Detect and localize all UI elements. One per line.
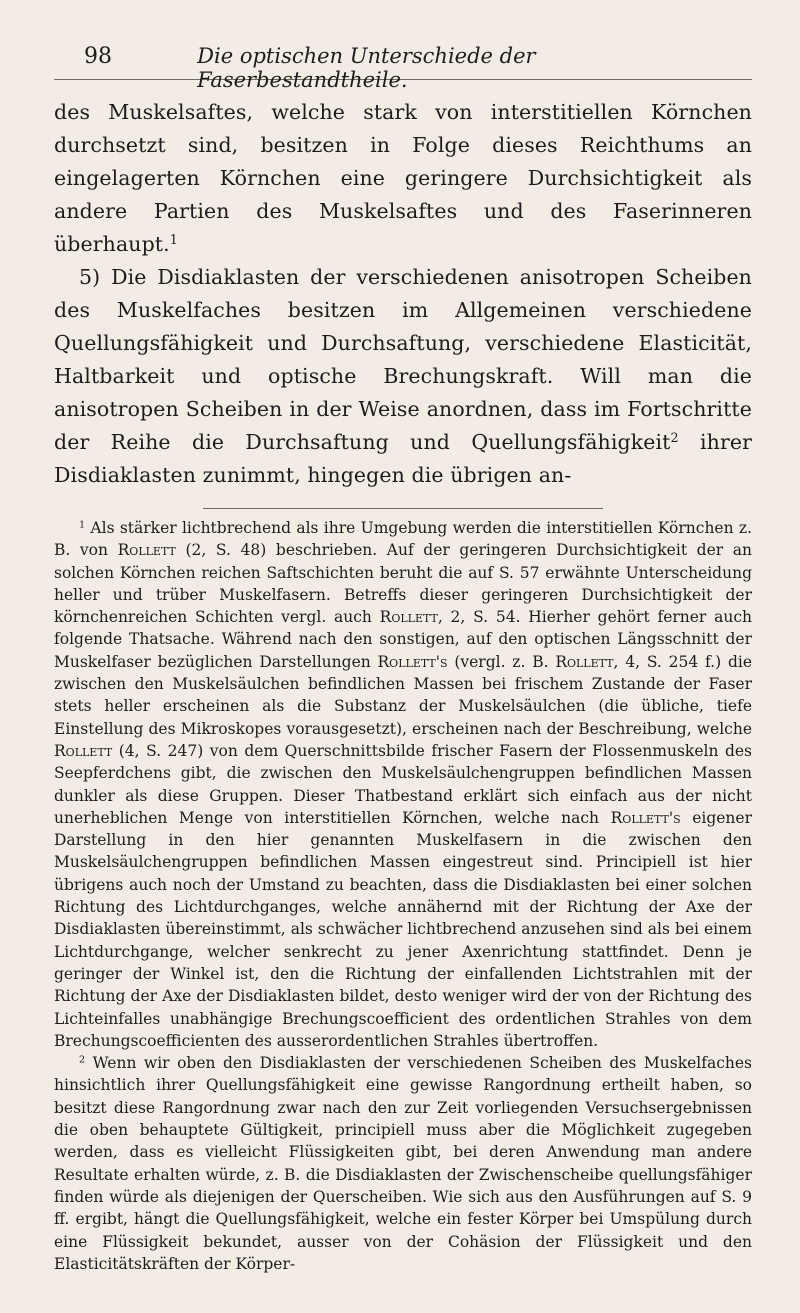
footnote-1-mark: 1: [79, 519, 86, 531]
footnote-1-text: Als stärker lichtbrechend als ihre Umgebung werden die interstitiellen Körnchen z. B. von: [54, 519, 752, 560]
author-name: Rollett: [117, 541, 176, 560]
footnote-1-text: , 2, S. 54. Hierher gehört ferner auch folgende Thatsache. Während nach den sonstigen, auf den optischen Längsschnitt der Muskelfaser bezüglichen Darstellungen: [54, 608, 752, 671]
paragraph-2-text-a: 5) Die Disdiaklasten der verschiedenen anisotropen Scheiben des Muskelfaches besitzen im Allgemeinen verschiedene Quellungsfähigkeit und Durchsaftung, verschiedene Elasticität, Haltbarkeit und optische Brechungskraft. Will man die anisotropen Scheiben in der Weise anordnen, dass im Fortschritte der Reihe die Durchsaftung und Quellungsfähigkeit: [54, 265, 752, 454]
author-name: Rollett's: [610, 808, 681, 827]
footnote-2-text: Wenn wir oben den Disdiaklasten der verschiedenen Scheiben des Muskelfaches hinsichtlich ihrer Quellungsfähigkeit eine gewisse Rangordnung ertheilt haben, so besitzt diese Rangordnung zwar nach den zur Zeit vorliegenden Versuchsergebnissen die oben behauptete Gültigkeit, principiell muss aber die Möglichkeit zugegeben werden, dass es vielleicht Flüssigkeiten gibt, bei deren Anwendung man andere Resultate erhalten würde, z. B. die Disdiaklasten der Zwischenscheibe quellungsfähiger finden würde als diejenigen der Querscheiben. Wie sich aus den Ausführungen auf S. 9 ff. ergibt, hängt die Quellungsfähigkeit, welche ein fester Körper bei Umspülung durch eine Flüssigkeit bekundet, ausser von der Cohäsion der Flüssigkeit und den Elasticitätskräften der Körper-: [54, 1054, 752, 1273]
footnote-2: [54, 1052, 752, 1275]
author-name: Rollett's: [377, 652, 448, 671]
footnote-1-text: (4, S. 247) von dem Querschnittsbilde frischer Fasern der Flossenmuskeln des Seepferdchens gibt, die zwischen den Muskelsäulchengruppen befindlichen Massen dunkler als diese Gruppen. Dieser Thatbestand erklärt sich einfach aus der nicht unerheblichen Menge von interstitiellen Körnchen, welche nach: [54, 741, 752, 827]
footnote-ref-2[interactable]: 2: [670, 430, 679, 446]
footnote-1-text: , 4, S. 254 f.) die zwischen den Muskelsäulchen befindlichen Massen bei frischem Zustande der Faser stets heller erscheinen als die Substanz der Muskelsäulchen (die übliche, tiefe Einstellung des Mikroskopes vorausgesetzt), erscheinen nach der Beschreibung, welche: [54, 652, 752, 738]
paragraph-1: [54, 96, 752, 261]
footnote-ref-1[interactable]: 1: [169, 232, 178, 248]
footnote-1-text: eigener Darstellung in den hier genannten Muskelfasern in die zwischen den Muskelsäulchengruppen befindlichen Massen eingestreut sind. Principiell ist hier übrigens auch noch der Umstand zu beachten, dass die Disdiaklasten bei einer solchen Richtung des Lichtdurchganges, welche annähernd mit der Richtung der Axe der Disdiaklasten übereinstimmt, als schwächer lichtbrechend anzusehen sind als bei einem Lichtdurchgange, welcher senkrecht zu jener Axenrichtung stattfindet. Denn je geringer der Winkel ist, den die Richtung der einfallenden Lichtstrahlen mit der Richtung der Axe der Disdiaklasten bildet, desto weniger wird der von der Richtung des Lichteinfalles unabhängige Brechungscoefficient des ordentlichen Strahles von dem Brechungscoefficienten des ausserordentlichen Strahles übertroffen.: [54, 808, 753, 1050]
footnote-1-text: (2, S. 48) beschrieben. Auf der geringeren Durchsichtigkeit der an solchen Körnchen reichen Saftschichten beruht die auf S. 57 erwähnte Unterscheidung heller und trüber Muskelfasern. Betreffs dieser geringeren Durchsichtigkeit der körnchenreichen Schichten vergl. auch: [54, 541, 752, 627]
paragraph-1-text: des Muskelsaftes, welche stark von interstitiellen Körnchen durchsetzt sind, besitzen in Folge dieses Reichthums an eingelagerten Körnchen eine geringere Durchsichtigkeit als andere Partien des Muskelsaftes und des Faserinneren überhaupt.: [54, 100, 752, 256]
paragraph-2-text-b: ihrer Disdiaklasten zunimmt, hingegen die übrigen an-: [54, 430, 752, 487]
author-name: Rollett: [379, 608, 438, 627]
footnote-1: [54, 517, 752, 1052]
footnotes: [54, 517, 752, 1275]
footnote-2-mark: 2: [79, 1054, 86, 1066]
footnote-divider: [203, 508, 603, 509]
author-name: Rollett: [54, 741, 113, 760]
author-name: Rollett: [555, 652, 614, 671]
page-number: 98: [84, 44, 112, 69]
page-header: [54, 44, 752, 92]
footnote-1-text: (vergl. z. B.: [447, 652, 556, 671]
main-text: [54, 96, 752, 492]
running-title: Die optischen Unterschiede der Faserbestandtheile.: [197, 44, 536, 92]
paragraph-2: [54, 261, 752, 492]
